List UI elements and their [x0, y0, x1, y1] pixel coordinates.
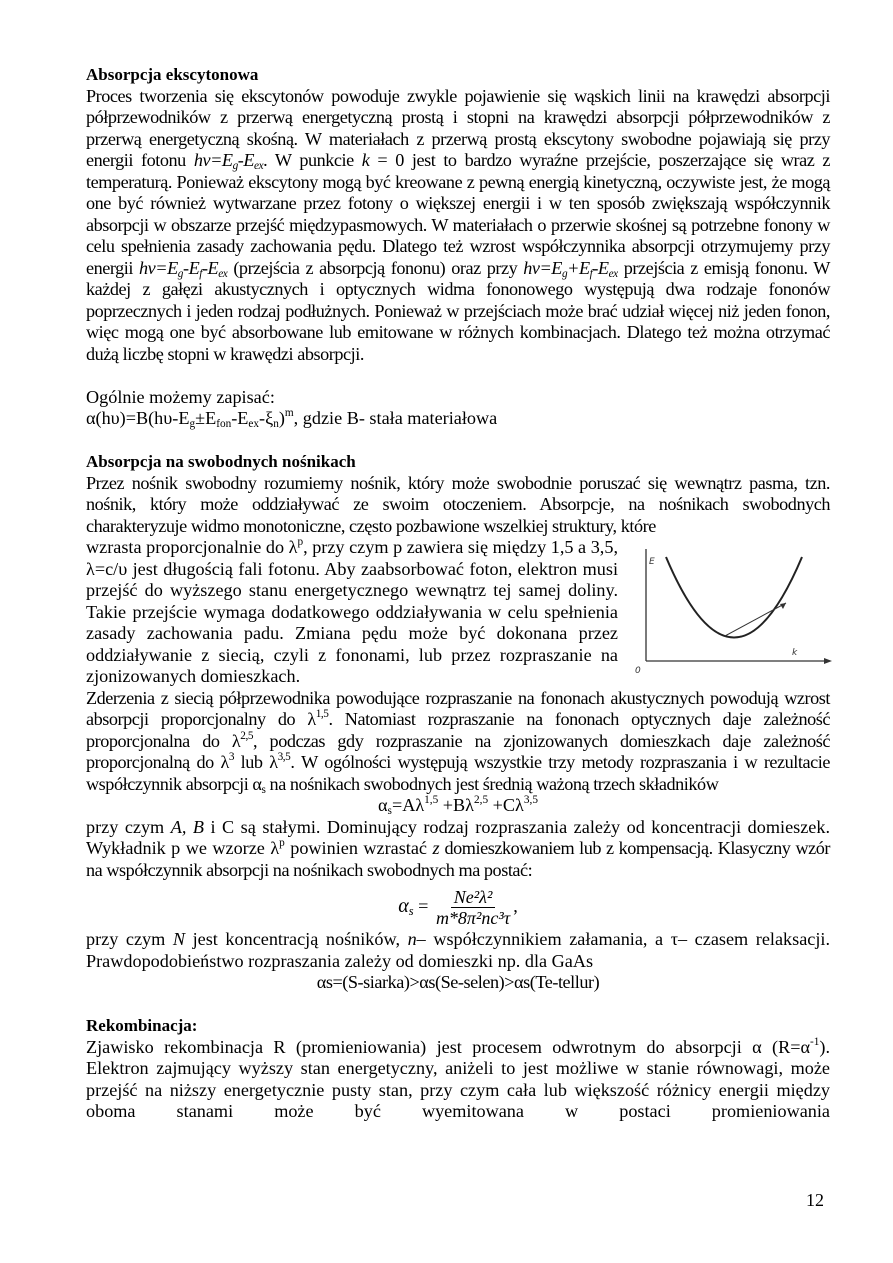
y-axis-label: E	[649, 557, 655, 567]
general-equation: $\alpha(h\upsilon)=B(h\upsilon-E_g\pm E_{fon}-E_{ex}-\xi_n)^m$, gdzie B- stała materiałowa	[86, 407, 498, 430]
page-number: 12	[806, 1190, 824, 1210]
fraction-denominator: m*8π²nc³τ	[435, 908, 511, 929]
paragraph-free-carriers-intro: Przez nośnik swobodny rozumiemy nośnik, który może swobodnie poruszać się wewnątrz pasma, tzn. nośnik, który może oddziaływać ze swoim otoczeniem. Absorpcje, na nośnikach swobodnych charakteryzuje widmo monotoniczne, często pozbawione wszelkiej struktury, które	[86, 472, 830, 536]
heading-exciton-absorption: Absorpcja ekscytonowa	[86, 65, 259, 84]
energy-band-figure	[634, 543, 834, 675]
transition-arrow	[725, 603, 786, 636]
heading-free-carrier-absorption: Absorpcja na swobodnych nośnikach	[86, 452, 356, 471]
paragraph-exciton: Proces tworzenia się ekscytonów powoduje zwykle pojawienie się wąskich linii na krawędzi absorpcji półprzewodników z przerwą energetyczną prostą i stopni na krawędzi absorpcji półprzewodników z przerwą energetyczną skośną. W materiałach z przerwą prostą ekscytony swobodne pojawiają się przy energii fotonu $hv=E_g-E_{ex}$. W punkcie k = 0 jest to bardzo wyraźne przejście, poszerzające się wraz z temperaturą. Ponieważ ekscytony mogą być kreowane z pewną energią kinetyczną, oczywiste jest, że mogą one być również wytwarzane przez fotony o większej energii i w ten sposób zwiększają współczynnik absorpcji w obszarze przejść międzypasmowych. W materiałach o przerwie skośnej są potrzebne fonony w celu spełnienia zasady zachowania pędu. Dlatego też wzrost współczynnika absorpcji otrzymujemy przy energii $hv=E_g-E_f-E_{ex}$ (przejścia z absorpcją fononu) oraz przy $hv=E_g+E_f-E_{ex}$ przejścia z emisją fononu. W każdej z gałęzi akustycznych i optycznych widma fononowego występują dwa rodzaje fononów poprzecznych i jeden rodzaj podłużnych. Ponieważ w przejściach może brać udział więcej niż jeden fonon, więc mogą one być absorbowane lub emitowane w różnych kombinacjach. Dlatego też można otrzymać dużą liczbę stopni w krawędzi absorpcji.	[86, 85, 831, 364]
heading-recombination: Rekombinacja:	[86, 1016, 198, 1035]
equation-dopant-order: αs=(S-siarka)>αs(Se-selen)>αs(Te-tellur)	[316, 972, 600, 992]
document-page	[86, 64, 830, 1123]
paragraph-free-carriers-wrapped: wzrasta proporcjonalnie do $\lambda^p$, przy czym p zawiera się między 1,5 a 3,5, λ=c/υ jest długością fali fotonu. Aby zaabsorbować foton, elektron musi przejść do wyższego stanu energetycznego wewnątrz tej samej doliny. Takie przejście wymaga dodatkowego oddziaływania w celu spełnienia zasady zachowania padu. Zmiana pędu może być dokonana przez oddziaływanie z siecią, czyli z fononami, lub przez rozpraszanie na zjonizowanych domieszkach.	[86, 536, 618, 686]
paragraph-constants: przy czym A, B i C są stałymi. Dominujący rodzaj rozpraszania zależy od koncentracji domieszek. Wykładnik p we wzorze $\lambda^p$ powinien wzrastać z domieszkowaniem lub z kompensacją. Klasyczny wzór na współczynnik absorpcji na nośnikach swobodnych ma postać:	[86, 816, 831, 880]
paragraph-relaxation: przy czym N jest koncentracją nośników, n– współczynnikiem załamania, a τ– czasem relaksacji. Prawdopodobieństwo rozpraszania zależy od domieszki np. dla GaAs	[86, 929, 830, 971]
paragraph-recombination: Zjawisko rekombinacja R (promieniowania) jest procesem odwrotnym do absorpcji α $(R=\alpha^{-1})$. Elektron zajmujący wyższy stan energetyczny, aniżeli to jest możliwe w stanie równowagi, może przejść na niższy energetycznie pusty stan, przy czym cała lub większość różnicy energii między oboma stanami może być wyemitowana w postaci promieniowania	[86, 1035, 830, 1121]
equation-classical-absorption: $\alpha_s$ = $\frac{\text{Ne²λ²}}{\text{m*8π²nc³τ}}$ ,	[398, 887, 518, 929]
fraction-numerator: Ne²λ²	[451, 887, 496, 908]
x-axis-label: k	[792, 648, 798, 658]
parabola-curve	[666, 557, 802, 638]
x-axis-arrow	[824, 658, 832, 664]
equation-weighted-sum: $\alpha_s=A\lambda^{1,5} +B\lambda^{2,5} +C\lambda^{3,5}$	[378, 794, 538, 817]
origin-label: 0	[635, 666, 641, 675]
general-label: Ogólnie możemy zapisać:	[86, 386, 275, 407]
paragraph-scattering: Zderzenia z siecią półprzewodnika powodujące rozpraszanie na fononach akustycznych powodują wzrost absorpcji proporcjonalny do $\lambda^{1,5}$. Natomiast rozpraszanie na fononach optycznych daje zależność proporcjonalna do $\lambda^{2,5}$, podczas gdy rozpraszanie na zjonizowanych domieszkach daje zależność proporcjonalną do $\lambda^3$ lub $\lambda^{3,5}$. W ogólności występują wszystkie trzy metody rozpraszania i w rezultacie współczynnik absorpcji $\alpha_s$ na nośnikach swobodnych jest średnią ważoną trzech składników	[86, 687, 830, 796]
